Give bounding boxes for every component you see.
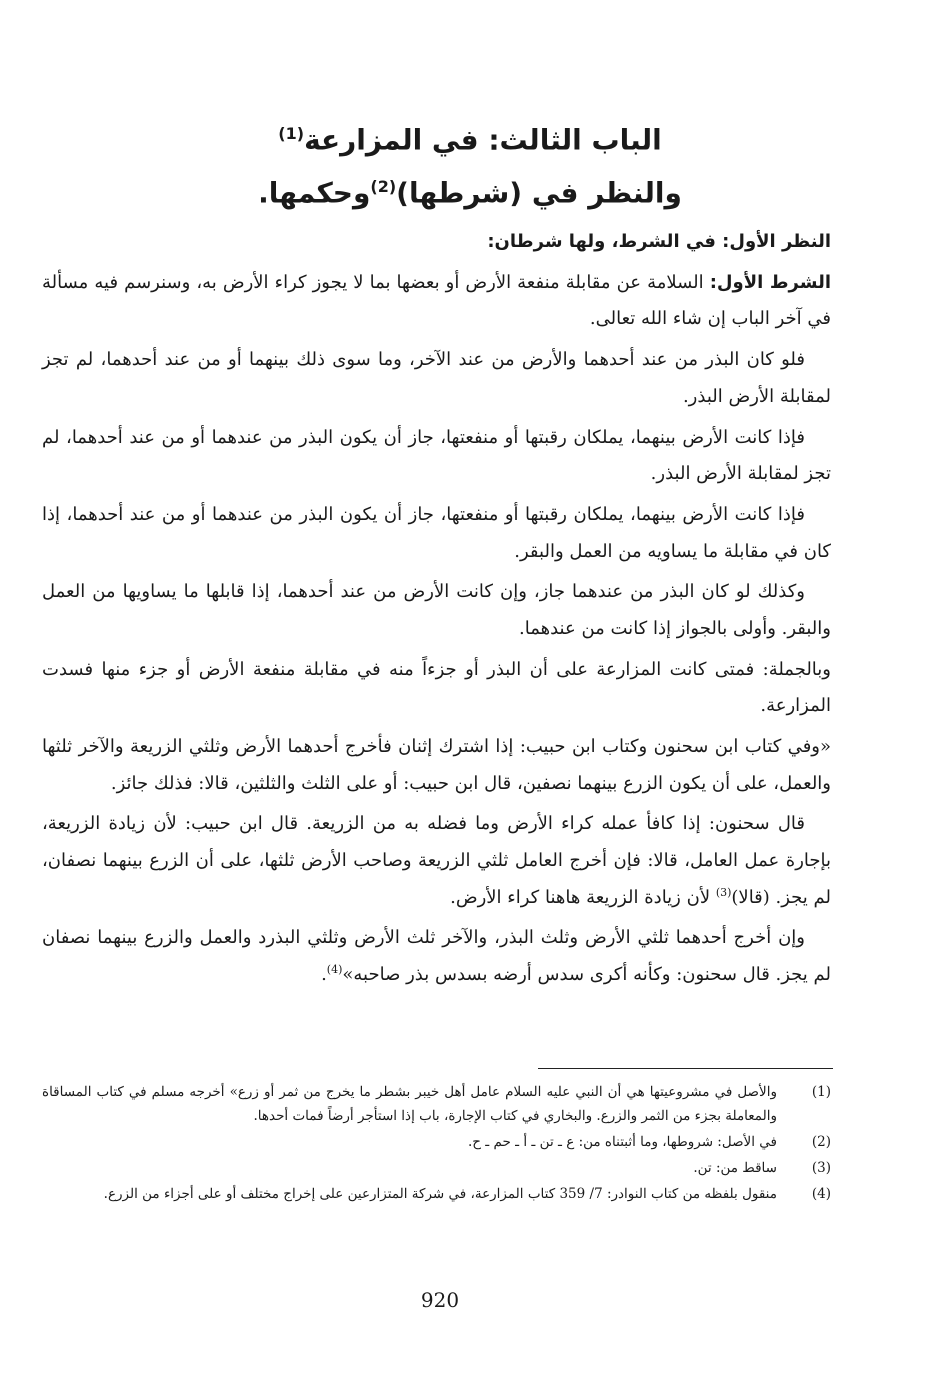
- footnote-3: [42, 1156, 831, 1180]
- paragraph-3: فإذا كانت الأرض بينهما، يملكان رقبتها أو منفعتها، جاز أن يكون البذر من عندهما أو من عند أحدهما، لم تجز لمقابلة الأرض البذر.: [42, 426, 831, 485]
- footnote-ref-3: (3): [715, 885, 732, 899]
- section-title: النظر الأول: في الشرط، ولها شرطان:: [487, 231, 831, 252]
- footnote-ref-1: (1): [278, 124, 305, 143]
- paragraph-lead: الشرط الأول:: [709, 271, 832, 293]
- chapter-heading-line-1: الباب الثالث: في المزارعة$^{(1)}$: [278, 123, 662, 157]
- footnote-1: [42, 1080, 831, 1128]
- paragraph-6: وبالجملة: فمتى كانت المزارعة على أن البذر أو جزءاً منه في مقابلة منفعة الأرض أو جزء منها فسدت المزارعة.: [42, 658, 831, 717]
- paragraph-9: وإن أخرج أحدهما ثلثي الأرض وثلث البذر، والآخر ثلث الأرض وثلثي البذرد والعمل والزرع بينهما نصفان لم يجز. قال سحنون: وكأنه أكرى سدس أرضه بسدس بذر صاحبه»$^{(4)}$.: [42, 927, 831, 985]
- footnote-text: ساقط من: تن.: [693, 1160, 777, 1176]
- chapter-heading-line-2: والنظر في (شرطها)$^{(2)}$وحكمها.: [258, 176, 682, 210]
- footnote-2: [42, 1130, 831, 1154]
- footnote-number: (3): [811, 1160, 831, 1176]
- body-text: [42, 224, 831, 998]
- footnote-text: منقول بلفظه من كتاب النوادر: 7/ 359 كتاب المزارعة، في شركة المتزارعين على إخراج مختلف أو على أجزاء من الزرع.: [103, 1186, 777, 1202]
- footnote-4: [42, 1182, 831, 1206]
- footnote-ref-4: (4): [326, 962, 343, 976]
- footnote-text: في الأصل: شروطها، وما أثبتناه من: ع ـ تن ـ أ ـ حم ـ ح.: [467, 1134, 777, 1150]
- footnote-number: (1): [811, 1084, 831, 1100]
- footnote-divider: [538, 1068, 833, 1069]
- page-number: 920: [420, 1288, 460, 1312]
- paragraph-8: قال سحنون: إذا كافأ عمله كراء الأرض وما فضله به من الزريعة. قال ابن حبيب: لأن زيادة الزريعة، بإجارة عمل العامل، قالا: فإن أخرج العامل ثلثي الزريعة وصاحب الأرض ثلثها، على أن الزرع بينهما نصفان، لم يجز. (قالا)$^{(3)}$ لأن زيادة الزريعة هاهنا كراء الأرض.: [42, 813, 831, 908]
- paragraph-4: فإذا كانت الأرض بينهما، يملكان رقبتها أو منفعتها، جاز أن يكون البذر من عندهما أو من عند أحدهما، إذا كان في مقابلة ما يساويه من العمل والبقر.: [42, 503, 831, 562]
- paragraph-1: الشرط الأول: السلامة عن مقابلة منفعة الأرض أو بعضها بما لا يجوز كراء الأرض به، وسنرسم فيه مسألة في آخر الباب إن شاء الله تعالى.: [42, 271, 832, 330]
- footnote-text: والأصل في مشروعيتها هي أن النبي عليه السلام عامل أهل خيبر بشطر ما يخرج من ثمر أو زرع» أخرجه مسلم في كتاب المساقاة والمعاملة بجزء من الثمر والزرع. والبخاري في كتاب الإجارة، باب إذا استأجر أرضاً فمات أحدها.: [42, 1084, 777, 1124]
- chapter-heading: [120, 110, 820, 217]
- paragraph-7: «وفي كتاب ابن سحنون وكتاب ابن حبيب: إذا اشترك إثنان فأخرج أحدهما الأرض وثلثي الزريعة والآخر ثلثها والعمل، على أن يكون الزرع بينهما نصفين، قال ابن حبيب: أو على الثلث والثلثين، قالا: فذلك جائز.: [42, 736, 831, 794]
- footnote-ref-2: (2): [370, 177, 397, 197]
- footnote-number: (2): [811, 1134, 831, 1150]
- footnotes: [42, 1080, 831, 1208]
- paragraph-5: وكذلك لو كان البذر من عندهما جاز، وإن كانت الأرض من عند أحدهما، إذا قابلها ما يساويها من العمل والبقر. وأولى بالجواز إذا كانت من عندهما.: [42, 581, 831, 639]
- footnote-number: (4): [811, 1186, 831, 1202]
- paragraph-2: فلو كان البذر من عند أحدهما والأرض من عند الآخر، وما سوى ذلك بينهما أو من عند أحدهما، لم تجز لمقابلة الأرض البذر.: [42, 349, 831, 407]
